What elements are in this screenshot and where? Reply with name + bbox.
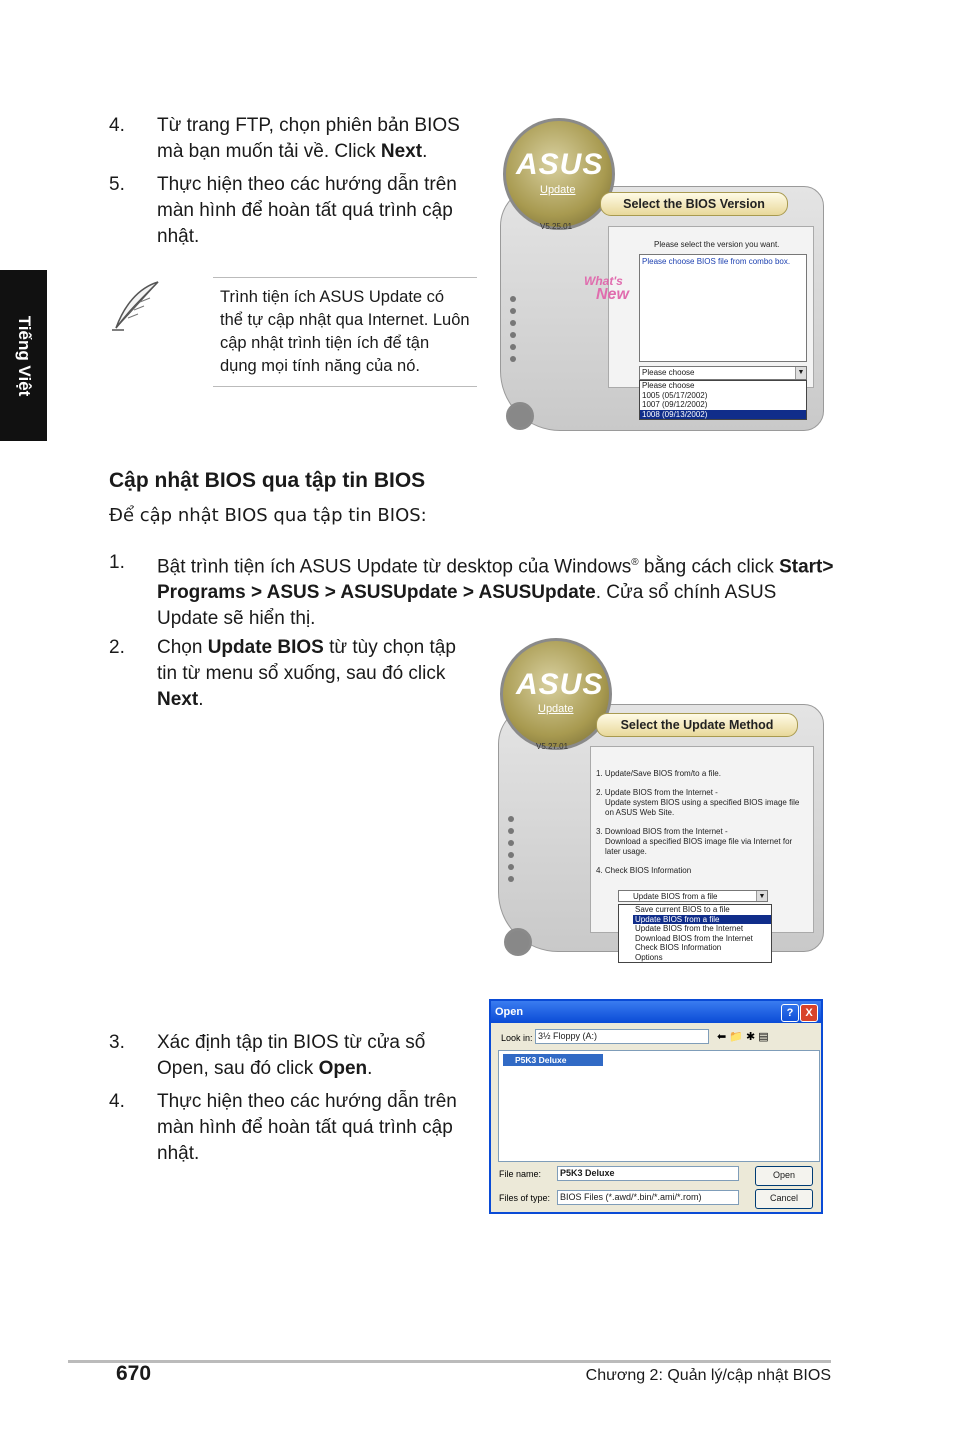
feather-pen-icon — [108, 278, 164, 334]
bios-file-list[interactable]: Please choose BIOS file from combo box. — [639, 254, 807, 362]
page-number: 670 — [116, 1362, 152, 1385]
decorative-dots — [508, 816, 514, 888]
file-name-input[interactable]: P5K3 Deluxe — [557, 1166, 739, 1181]
dropdown-option[interactable]: 1007 (09/12/2002) — [642, 400, 708, 409]
decorative-dots — [510, 296, 516, 368]
bios-version-combo[interactable]: Please choose ▼ — [639, 366, 807, 380]
cancel-button[interactable]: Cancel — [755, 1189, 813, 1209]
help-button[interactable]: ? — [781, 1004, 799, 1022]
dropdown-option[interactable]: 1005 (05/17/2002) — [642, 390, 708, 400]
step-text: Từ trang FTP, chọn phiên bản BIOS mà bạn muốn tải về. Click Next. — [157, 115, 460, 162]
step-banner: Select the Update Method — [596, 713, 798, 737]
step-number: 1. — [109, 552, 125, 573]
toolbar-icons[interactable]: ⬅ 📁 ✱ ▤ — [717, 1031, 769, 1043]
chevron-down-icon: ▼ — [795, 367, 806, 379]
file-item-selected[interactable]: P5K3 Deluxe — [503, 1054, 603, 1066]
step-text: Thực hiện theo các hướng dẫn trên màn hình để hoàn tất quá trình cập nhật. — [157, 1091, 457, 1164]
asus-logo: ASUS — [516, 148, 604, 181]
chevron-down-icon: ▼ — [756, 891, 767, 901]
dropdown-option-selected[interactable]: 1008 (09/13/2002) — [640, 410, 806, 420]
dropdown-option[interactable]: Check BIOS Information — [635, 943, 722, 952]
dropdown-option[interactable]: Options — [635, 952, 663, 962]
open-file-dialog: Open ? X Look in: 3½ Floppy (A:) ⬅ 📁 ✱ ▤ P5K3 Deluxe File name: P5K3 Deluxe Files of type: BIOS Files (*.awd/*.bin/*.ami/*.rom) Open Cancel — [489, 999, 823, 1214]
step-number: 4. — [109, 1091, 125, 1112]
open-button[interactable]: Open — [755, 1166, 813, 1186]
dialog-title: Open — [491, 1001, 821, 1023]
chapter-title: Chương 2: Quản lý/cập nhật BIOS — [585, 1367, 831, 1384]
step-text: Chọn Update BIOS từ tùy chọn tập tin từ menu sổ xuống, sau đó click Next. — [157, 637, 456, 710]
step-text: Thực hiện theo các hướng dẫn trên màn hình để hoàn tất quá trình cập nhật. — [157, 174, 457, 247]
bios-version-dropdown[interactable] — [639, 380, 807, 420]
step-number: 2. — [109, 637, 125, 658]
asus-update-method-screenshot: ASUS Update V5.27.01 Select the Update Method 1. Update/Save BIOS from/to a file. 2. Update BIOS from the Internet - Update system BIOS using a specified BIOS image file on ASUS Web Site. 3. Download BIOS from the Internet - Download a specified BIOS image file via Internet for later usage. 4. Check BIOS Information Update BIOS from a file ▼ Save current BIOS to a file Update BIOS from a file Update BIOS from the Internet Download BIOS from the Internet Check BIOS Information Options — [496, 636, 824, 976]
footer-rule — [68, 1360, 831, 1363]
dropdown-option-selected[interactable]: Update BIOS from a file — [633, 915, 771, 925]
dropdown-option[interactable]: Update BIOS from the Internet — [635, 924, 744, 933]
file-type-combo[interactable]: BIOS Files (*.awd/*.bin/*.ami/*.rom) — [557, 1190, 739, 1205]
asus-update-bios-version-screenshot: ASUS Update V5.25.01 Select the BIOS Version Please select the version you want. Please choose BIOS file from combo box. What's New Please choose ▼ Please choose 1005 (05/17/2002) 1007 (09/12/2002) 1008 (09/13/2002) — [498, 116, 824, 431]
step-banner: Select the BIOS Version — [600, 192, 788, 216]
note-text: Trình tiện ích ASUS Update có thể tự cập nhật qua Internet. Luôn cập nhật trình tiện ích để tận dụng mọi tính năng của nó. — [220, 288, 470, 375]
step-number: 4. — [109, 115, 125, 136]
look-in-combo[interactable]: 3½ Floppy (A:) — [535, 1029, 709, 1044]
section-heading: Cập nhật BIOS qua tập tin BIOS — [109, 469, 426, 492]
step-text: Bật trình tiện ích ASUS Update từ desktop của Windows® bằng cách click Start> Programs > ASUS > ASUSUpdate > ASUSUpdate. Cửa sổ chính ASUS Update sẽ hiển thị. — [157, 556, 834, 630]
language-tab: Tiếng Việt — [0, 270, 47, 441]
dropdown-option[interactable]: Save current BIOS to a file — [635, 905, 730, 914]
whats-new-label: What's New — [584, 274, 629, 303]
update-method-combo[interactable]: Update BIOS from a file ▼ — [618, 890, 768, 902]
close-button[interactable]: X — [800, 1004, 818, 1022]
dropdown-option[interactable]: Please choose — [642, 381, 695, 390]
update-method-dropdown[interactable] — [618, 904, 772, 963]
step-number: 5. — [109, 174, 125, 195]
step-number: 3. — [109, 1032, 125, 1053]
dropdown-option[interactable]: Download BIOS from the Internet — [635, 933, 753, 943]
asus-logo: ASUS — [516, 668, 604, 701]
step-text: Xác định tập tin BIOS từ cửa sổ Open, sau đó click Open. — [157, 1032, 426, 1079]
section-intro: Để cập nhật BIOS qua tập tin BIOS: — [109, 505, 427, 526]
file-list[interactable] — [498, 1050, 820, 1162]
